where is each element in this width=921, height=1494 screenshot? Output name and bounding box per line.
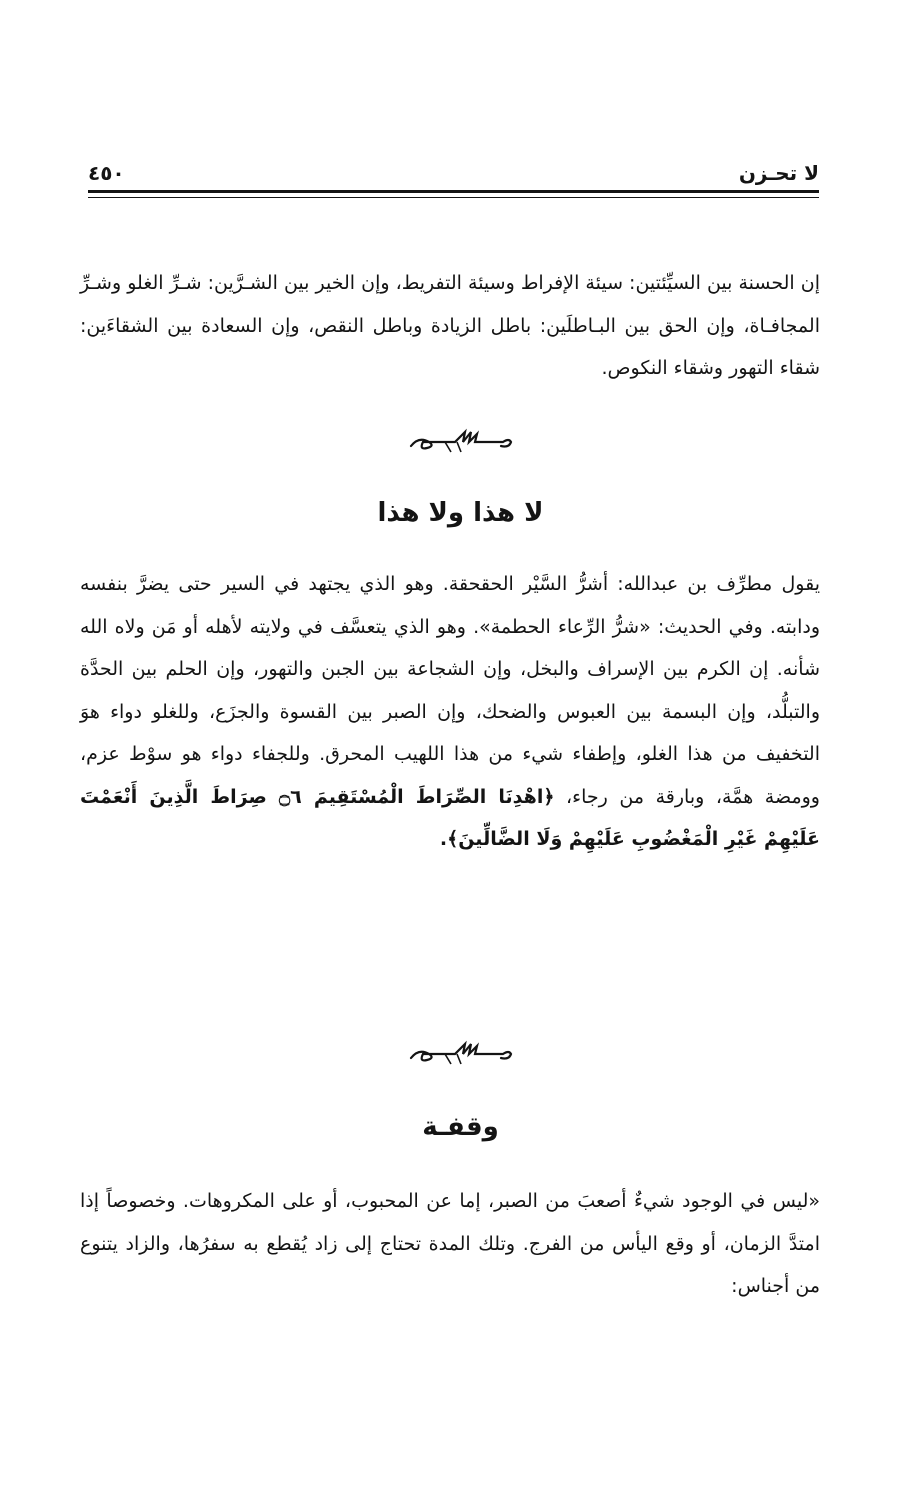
paragraph-neither	[80, 563, 820, 861]
running-header	[88, 160, 819, 186]
section-divider-ornament-icon	[405, 1036, 515, 1070]
book-title: لا تحـزن	[738, 161, 819, 185]
section-heading-pause: وقفـة	[422, 1112, 499, 1142]
paragraph-intro: إن الحسنة بين السيِّئتين: سيئة الإفراط وسيئة التفريط، وإن الخير بين الشـرَّين: شـرِّ الغلو وشـرِّ المجافـاة، وإن الحق بين البـاطلَين: باطل الزيادة وباطل النقص، وإن السعادة بين الشقاءَين: شقاء التهور وشقاء النكوص.	[80, 272, 820, 379]
paragraph-pause: «ليس في الوجود شيءٌ أصعبَ من الصبر، إما عن المحبوب، أو على المكروهات. وخصوصاً إذا امتدَّ الزمان، أو وقع اليأس من الفرج. وتلك المدة تحتاج إلى زاد يُقطع به سفرُها، والزاد يتنوع من أجناس:	[80, 1190, 820, 1297]
paragraph-neither-text: يقول مطرِّف بن عبدالله: أشرُّ السَّيْر الحقحقة. وهو الذي يجتهد في السير حتى يضرَّ بنفسه ودابته. وفي الحديث: «شرُّ الرِّعاء الحطمة». وهو الذي يتعسَّف في ولايته لأهله أو مَن ولاه الله شأنه. إن الكرم بين الإسراف والبخل، وإن الشجاعة بين الجبن والتهور، وإن الحلم بين الحدَّة والتبلُّد، وإن البسمة بين العبوس والضحك، وإن الصبر بين القسوة والجزَع، وللغلو دواء هوَ التخفيف من هذا الغلو، وإطفاء شيء من هذا اللهيب المحرق. وللجفاء دواء هو سوْط عزم، وومضة همَّة، وبارقة من رجاء،	[80, 573, 820, 808]
quran-verse: ﴿اهْدِنَا الصِّرَاطَ الْمُسْتَقِيمَ ۝٦ صِرَاطَ الَّذِينَ أَنْعَمْتَ عَلَيْهِمْ غَيْرِ الْمَغْضُوبِ عَلَيْهِمْ وَلَا الضَّالِّينَ﴾.	[80, 785, 820, 850]
page-number: ٤٥٠	[88, 161, 125, 185]
header-rule-thin	[88, 197, 819, 198]
section-divider-ornament-icon	[405, 424, 515, 458]
section-heading-neither: لا هذا ولا هذا	[377, 498, 544, 528]
header-rule-thick	[88, 190, 819, 193]
